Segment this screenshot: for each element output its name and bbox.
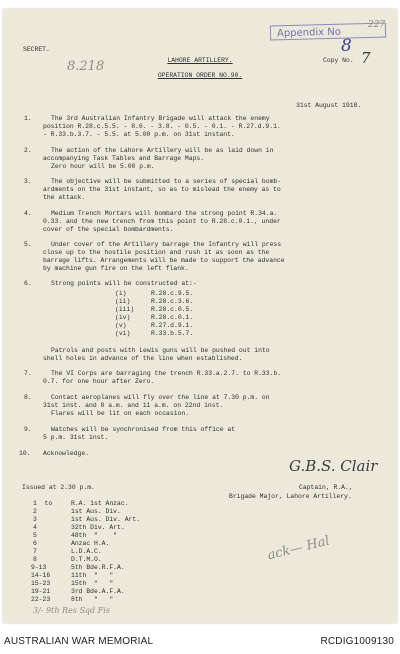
paragraph-line: Watches will be synchronised from this office at [51,426,236,433]
record-id: RCDIG1009130 [320,636,394,647]
paragraph-line: - R.33.b.3.7. - 5.5. at 5.00 p.m. on 31st instant. [43,131,235,138]
distribution-recipient: L.D.A.C. [71,548,102,555]
paragraph-line: Medium Trench Mortars will bombard the strong point R.34.a. [51,210,278,217]
distribution-recipient: 8th " " [71,596,114,603]
strong-point-ref: R.28.c.0.5. [151,306,194,313]
distribution-recipient: 5th Bde.R.F.A. [71,564,125,571]
paragraph-number: 8. [24,394,32,401]
distribution-recipient: 11th " " [71,572,114,579]
paragraph-line: ardments on the 31st instant, so as to mislead the enemy as to [43,186,281,193]
strong-point-index: (iv) [115,314,131,321]
strong-point-ref: R.28.c.3.6. [151,298,194,305]
distribution-copy: 19-21 [31,588,51,595]
copy-number: 7 [361,49,371,67]
copy-label: Copy No. [323,57,354,64]
paragraph-line: cover of the special bombardments. [43,226,174,233]
distribution-recipient: 48th " " [71,532,118,539]
distribution-copy: 9-13 [31,564,47,571]
paragraph-line: 0.7. for one hour after Zero. [43,378,155,385]
distribution-copy: 22-23 [31,596,51,603]
distribution-recipient: 32th Div. Art. [71,524,125,531]
paragraph-number: 10. [19,450,31,457]
paragraph-line: Strong points will be constructed at:- [51,280,197,287]
paragraph-number: 9. [24,426,32,433]
paragraph-line: barrage lifts. Arrangements will be made to support the advance [43,257,285,264]
pencil-footnote: 3/- 9th Res Sqd Fis [33,606,110,615]
paragraph-number: 1. [24,115,32,122]
paragraph-line: Zero hour will be 5.00 p.m. [51,163,155,170]
distribution-recipient: 3rd Bde.A.F.A. [71,588,125,595]
paragraph-line: 5 p.m. 31st inst. [43,434,109,441]
unit-title: LAHORE ARTILLERY. [167,57,233,64]
strong-point-index: (vi) [115,330,131,337]
distribution-copy: 3 [33,516,37,523]
signatory-appointment: Brigade Major, Lahore Artillery. [229,493,352,500]
paragraph-line: by machine gun fire on the left flank. [43,265,189,272]
distribution-recipient: D.T.M.O. [71,556,102,563]
strong-point-ref: R.33.b.5.7. [151,330,194,337]
distribution-copy: 6 [33,540,37,547]
strong-point-ref: R.27.d.9.1. [151,322,194,329]
classification-mark: SECRET. [23,46,50,53]
paragraph-line: position R.28.c.5.5. - 8.6. - 3.8. - 0.5. - 0.1. - R.27.d.9.1. [43,123,281,130]
distribution-copy: 4 [33,524,37,531]
paragraph-number: 2. [24,147,32,154]
distribution-copy: 5 [33,532,37,539]
distribution-copy: 15-23 [31,580,51,587]
paragraph-line: 31st inst. and 8 a.m. and 11 a.m. on 22nd inst. [43,402,224,409]
document-page [3,9,397,623]
distribution-recipient: 1st Aus. Div. [71,508,121,515]
paragraph-line: Acknowledge. [43,450,90,457]
distribution-copy: 8 [33,556,37,563]
distribution-recipient: 15th " " [71,580,114,587]
strong-point-index: (v) [115,322,127,329]
distribution-copy: 1 to [33,500,53,507]
patrols-line: shell holes in advance of the line when established. [43,355,243,362]
folio-number: 227 [368,20,386,30]
paragraph-number: 4. [24,210,32,217]
distribution-copy: 7 [33,548,37,555]
paragraph-number: 3. [24,178,32,185]
paragraph-line: The 3rd Australian Infantry Brigade will attack the enemy [51,115,270,122]
paragraph-line: 0.33. and the new trench from this point to R.28.c.0.1., under [43,218,281,225]
paragraph-line: The VI Corps are barraging the trench R.33.a.2.7. to R.33.b. [51,370,282,377]
strong-point-index: (iii) [115,306,135,313]
paragraph-number: 7. [24,370,32,377]
strong-point-index: (ii) [115,298,131,305]
paragraph-line: The action of the Lahore Artillery will be as laid down in [51,147,274,154]
paragraph-line: Contact aeroplanes will fly over the line at 7.30 p.m. on [51,394,270,401]
issued-time: Issued at 2.30 p.m. [22,484,95,491]
strong-point-index: (i) [115,290,127,297]
paragraph-line: The objective will be submitted to a series of special bomb- [51,178,282,185]
order-title: OPERATION ORDER NO.90. [157,72,243,79]
paragraph-line: close up to the hostile position and rush it as soon as the [43,249,270,256]
patrols-line: Patrols and posts with Lewis guns will be pushed out into [51,347,270,354]
distribution-recipient: R.A. 1st Anzac. [71,500,129,507]
appendix-label: Appendix No [276,26,342,40]
paragraph-line: Flares will be lit on each occasion. [51,410,190,417]
strong-point-ref: R.28.c.9.5. [151,290,194,297]
paragraph-number: 5. [24,241,32,248]
distribution-copy: 2 [33,508,37,515]
paragraph-line: the attack. [43,194,86,201]
distribution-recipient: 1st Aus. Div. Art. [71,516,141,523]
signature: G.B.S. Clair [289,457,378,475]
distribution-copy: 14-16 [31,572,51,579]
distribution-recipient: Anzac H.A. [71,540,110,547]
strong-point-ref: R.28.c.0.1. [151,314,194,321]
appendix-number: 8 [341,36,352,56]
acknowledgement-initials: ack— Hal [266,533,332,564]
paragraph-number: 6. [24,280,32,287]
archive-credit: AUSTRALIAN WAR MEMORIAL [4,636,154,647]
paragraph-line: accompanying Task Tables and Barrage Maps. [43,155,205,162]
signatory-rank: Captain, R.A., [299,484,353,491]
pencil-reference: 8.218 [67,59,105,74]
paragraph-line: Under cover of the Artillery barrage the Infantry will press [51,241,282,248]
order-date: 31st August 1918. [296,102,362,109]
